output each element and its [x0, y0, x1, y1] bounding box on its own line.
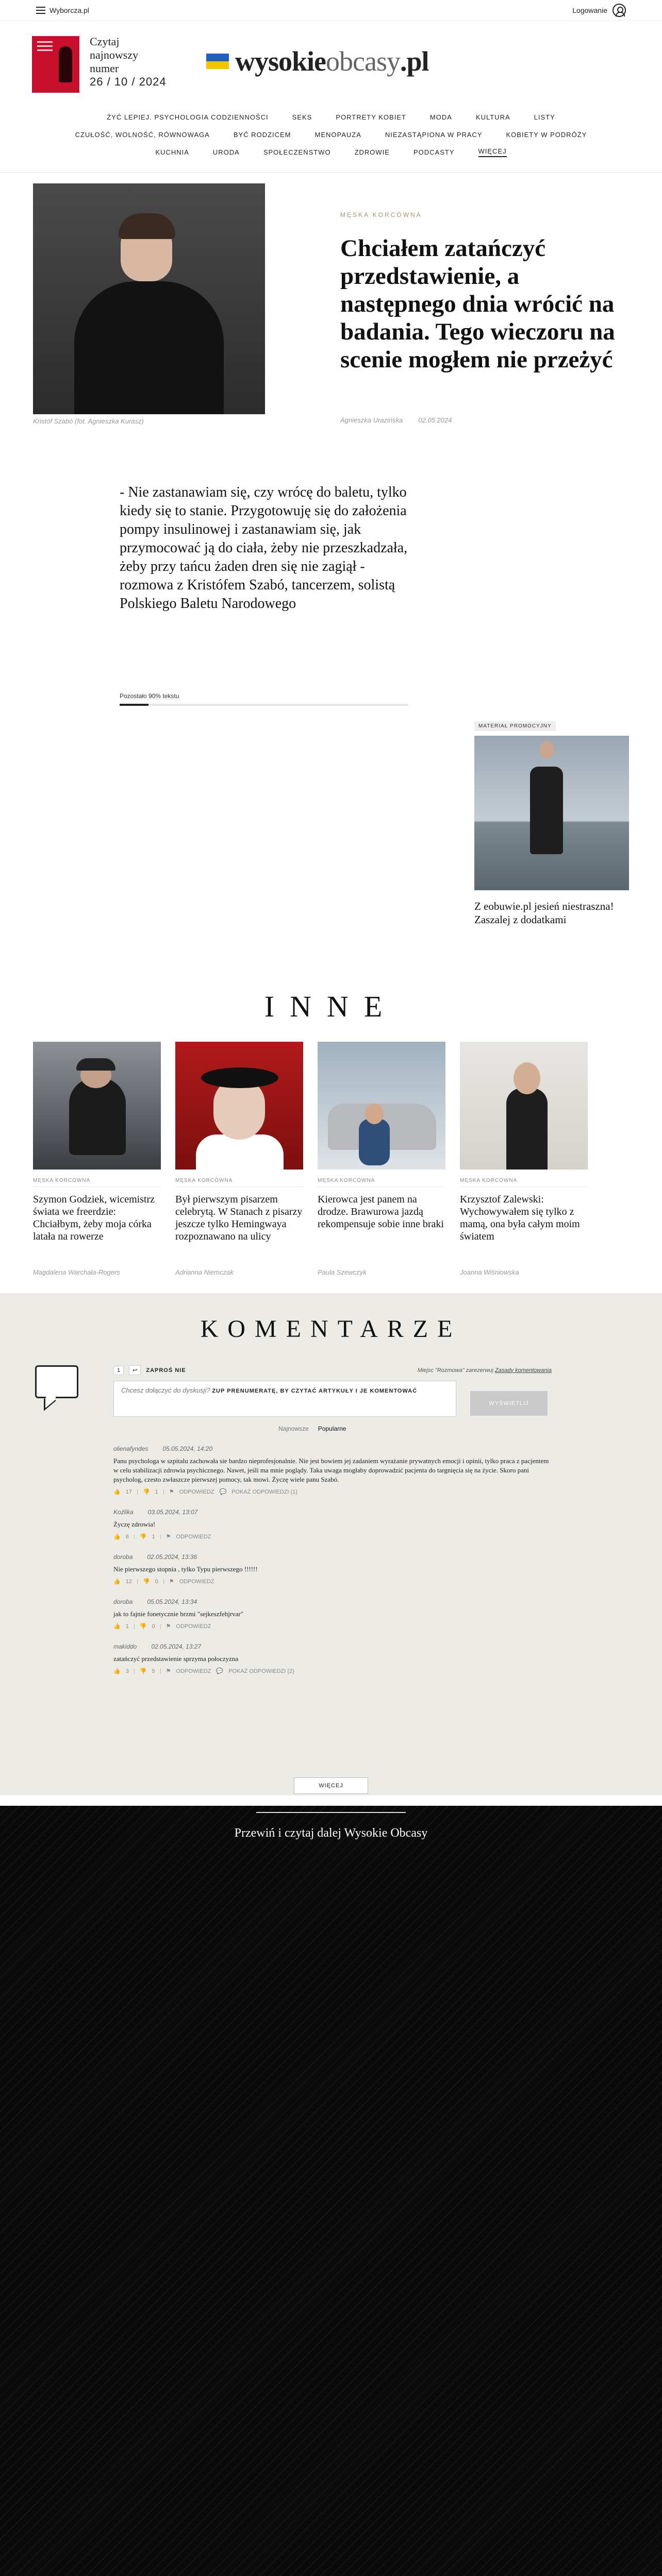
comments-toolbar — [113, 1365, 552, 1375]
comment-user[interactable]: doroba — [113, 1553, 133, 1561]
comment-user[interactable]: Koźlika — [113, 1509, 134, 1516]
related-articles — [33, 1042, 629, 1276]
continue-reading-title: Przewiń i czytaj dalej Wysokie Obcasy — [234, 1826, 428, 1840]
related-card[interactable] — [318, 1042, 445, 1276]
nav-item[interactable]: URODA — [212, 148, 240, 156]
comment-actions — [113, 1533, 552, 1540]
downvote-count: 0 — [155, 1578, 158, 1585]
main-nav — [0, 108, 662, 165]
hamburger-icon[interactable] — [36, 7, 45, 14]
downvote-count: 0 — [152, 1623, 155, 1630]
thumbs-down-icon[interactable]: 👎 — [139, 1534, 147, 1540]
card-author: Magdalena Warchała-Rogers — [33, 1268, 120, 1276]
nav-item[interactable]: BYĆ RODZICEM — [233, 130, 291, 139]
comment-input-hint: Chcesz dołączyć do dyskusji? — [121, 1386, 210, 1394]
site-link[interactable]: Wyborcza.pl — [49, 6, 89, 14]
card-title[interactable]: Szymon Godziek, wicemistrz świata we freerdzie: Chciałbym, żeby moja córka latała na rowerze — [33, 1194, 155, 1242]
comment-sort — [278, 1425, 346, 1432]
logo-light: obcasy — [326, 46, 400, 77]
comment-body: Nie pierwszego stopnia , tylko Typu pierwszego !!!!!! — [113, 1565, 258, 1573]
comment-body: zatańczyć przedstawienie sprzyma połoczyzna — [113, 1655, 239, 1663]
comment-meta — [113, 1509, 552, 1516]
flag-icon[interactable]: ⚑ — [166, 1623, 171, 1630]
flag-icon[interactable]: ⚑ — [169, 1489, 174, 1495]
promo-label: MATERIAŁ PROMOCYJNY — [474, 721, 556, 731]
comment-list — [113, 1445, 552, 1688]
nav-item[interactable]: KUCHNIA — [155, 148, 189, 156]
show-replies-button[interactable]: POKAŻ ODPOWIEDZI (1) — [231, 1488, 297, 1495]
card-section: MĘSKA KORCÓWNA — [33, 1178, 161, 1187]
comment-date: 03.05.2024, 13:07 — [147, 1509, 198, 1516]
logo-tld: .pl — [400, 46, 429, 77]
rules-prefix: Miejsc "Rozmowa" zarezerwuj — [417, 1367, 493, 1374]
show-replies-button[interactable]: POKAŻ ODPOWIEDZI (2) — [228, 1668, 294, 1674]
thumbs-up-icon[interactable]: 👍 — [113, 1579, 121, 1585]
comment-actions — [113, 1488, 552, 1495]
comment-body: Panu psychologa w szpitalu zachowała sie bardzo nieprofesjonalnie. Nie jest bowiem jej zadaniem wyrażanie prywatnych emocji i opinii, tylko praca z pacjentem w celu stabilizacji zdrowia psychicznego. Nawet, jeśli ma mnie poglądy. Taka uwaga mogłaby doprowadzić pacjenta do targnięcia się na życie. Skoro pani psycholog, czesto zwłaszcze pierwszej pomocy, tak mowi. Życzę wiele panu Szabó. — [113, 1457, 549, 1483]
comment-meta — [113, 1445, 552, 1452]
thumbs-down-icon[interactable]: 👎 — [139, 1668, 147, 1674]
cta-line: Czytaj — [90, 35, 120, 48]
downvote-count: 5 — [152, 1668, 155, 1674]
masthead — [0, 21, 662, 108]
reading-progress-fill — [120, 704, 148, 706]
nav-item[interactable]: MENOPAUZA — [315, 130, 361, 139]
flag-icon[interactable]: ⚑ — [166, 1534, 171, 1540]
comment-actions — [113, 1578, 552, 1585]
invite-button[interactable]: ZAPROŚ NIE — [146, 1367, 186, 1374]
comment-date: 05.05.2024, 14:20 — [162, 1445, 213, 1452]
downvote-count: 1 — [155, 1488, 158, 1495]
thumbs-down-icon[interactable]: 👎 — [142, 1489, 150, 1495]
nav-item[interactable]: LISTY — [534, 113, 555, 121]
card-image[interactable] — [175, 1042, 303, 1170]
cta-line: numer — [90, 62, 119, 75]
card-title[interactable]: Kierowca jest panem na drodze. Brawurowa jazdą rekompensuje sobie inne braki — [318, 1194, 444, 1230]
subscribe-link[interactable]: ZUP PRENUMERATĘ, BY CZYTAĆ ARTYKUŁY I JE KOMENTOWAĆ — [212, 1388, 418, 1394]
nav-item[interactable]: KOBIETY W PODRÓŻY — [506, 130, 587, 139]
comment-icon: 💬 — [216, 1668, 224, 1674]
thumbs-up-icon[interactable]: 👍 — [113, 1668, 121, 1674]
hero-caption: Kristóf Szabó (fot. Agnieszka Kurasz) — [33, 417, 144, 425]
comment-user[interactable]: makiddo — [113, 1643, 137, 1650]
hero-section-label[interactable]: MĘSKA KORCÓWNA — [340, 211, 422, 218]
nav-item[interactable]: MODA — [429, 113, 452, 121]
reply-button[interactable]: ODPOWIEDZ — [176, 1533, 211, 1540]
card-title[interactable]: Był pierwszym pisarzem celebrytą. W Stanach z pisarzy jeszcze tylko Hemingwaya rozpoznawano na ulicy — [175, 1194, 303, 1242]
comment-meta — [113, 1598, 552, 1605]
upvote-count: 3 — [125, 1668, 129, 1674]
flag-icon[interactable]: ⚑ — [169, 1579, 174, 1585]
nav-row-2 — [0, 126, 662, 143]
site-menu[interactable] — [36, 6, 89, 14]
upvote-count: 17 — [125, 1488, 132, 1495]
upvote-count: 1 — [125, 1623, 129, 1630]
comment-date: 05.05.2024, 13:34 — [147, 1598, 197, 1605]
comment-user[interactable]: olienafyndes — [113, 1445, 148, 1452]
article-meta — [340, 416, 452, 424]
card-section: MĘSKA KORCÓWNA — [460, 1178, 588, 1187]
card-section: MĘSKA KORCÓWNA — [175, 1178, 303, 1187]
magazine-cover[interactable] — [32, 36, 79, 93]
thumbs-up-icon[interactable]: 👍 — [113, 1489, 121, 1495]
comment-date: 02.05.2024, 13:27 — [151, 1643, 202, 1650]
card-section: MĘSKA KORCÓWNA — [318, 1178, 445, 1187]
thumbs-down-icon[interactable]: 👎 — [139, 1623, 147, 1630]
nav-item[interactable]: SEKS — [292, 113, 312, 121]
comments-section — [0, 1293, 662, 1795]
related-card[interactable] — [460, 1042, 588, 1276]
comment-user[interactable]: doroba — [113, 1598, 133, 1605]
upvote-count: 12 — [125, 1578, 132, 1585]
promo-image[interactable] — [474, 736, 629, 890]
comment-body: jak to fajnie fonetycznie brzmi "sejkeszfehjrvar" — [113, 1610, 244, 1618]
comments-title: KOMENTARZE — [200, 1315, 462, 1343]
comment-actions — [113, 1668, 552, 1674]
comment — [113, 1509, 552, 1540]
thumbs-up-icon[interactable]: 👍 — [113, 1623, 121, 1630]
reply-button[interactable]: ODPOWIEDZ — [176, 1623, 211, 1630]
card-author: Adrianna Niemczak — [175, 1268, 234, 1276]
nav-more[interactable]: WIĘCEJ — [478, 147, 507, 157]
article-lead: - Nie zastanawiam się, czy wrócę do baletu, tylko kiedy się to stanie. Przygotowuję się do założenia pompy insulinowej i zastanawiam się, jak przymocować ją do ciała, żeby nie przeszkadzała, żeby przy tańcu żaden dren się nie zagiął - rozmowa z Kristófem Szabó, tancerzem, solistą Polskiego Baletu Narodowego — [120, 484, 408, 612]
read-latest-issue[interactable] — [90, 35, 138, 75]
share-icon[interactable]: ↩ — [129, 1365, 141, 1375]
issue-date: 26 / 10 / 2024 — [90, 75, 167, 88]
site-logo[interactable] — [206, 45, 429, 77]
divider — [256, 1812, 406, 1813]
nav-item[interactable]: ŻYĆ LEPIEJ. PSYCHOLOGIA CODZIENNOŚCI — [107, 113, 269, 121]
article-date: 02.05.2024 — [418, 416, 452, 424]
comment-count-tag[interactable]: 1 — [113, 1366, 124, 1375]
sort-popular[interactable]: Popularne — [318, 1425, 346, 1432]
logo-bold: wysokie — [235, 46, 326, 77]
hero-image — [33, 183, 265, 414]
cta-line: najnowszy — [90, 48, 139, 61]
rules-link[interactable]: Zasady komentowania — [494, 1367, 552, 1374]
reply-button[interactable]: ODPOWIEDZ — [179, 1488, 214, 1495]
comment — [113, 1643, 552, 1674]
nav-row-1 — [0, 108, 662, 126]
nav-item[interactable]: KULTURA — [475, 113, 510, 121]
article-author[interactable]: Agnieszka Urazińska — [340, 416, 403, 424]
continue-reading-section — [0, 1806, 662, 2576]
sort-newest[interactable]: Najnowsze — [278, 1425, 309, 1432]
top-bar — [0, 0, 662, 21]
nav-item[interactable]: CZUŁOŚĆ, WOLNOŚĆ, RÓWNOWAGA — [75, 130, 210, 139]
user-icon[interactable] — [613, 4, 626, 17]
card-image[interactable] — [33, 1042, 161, 1170]
card-title[interactable]: Krzysztof Zalewski: Wychowywałem się tylko z mamą, ona była całym moim światem — [460, 1194, 580, 1242]
card-author: Joanna Wiśniowska — [460, 1268, 519, 1276]
reading-progress-label: Pozostało 90% tekstu — [120, 692, 179, 700]
nav-item[interactable]: PORTRETY KOBIET — [336, 113, 406, 121]
login-link[interactable]: Logowanie — [572, 6, 607, 14]
nav-row-3 — [0, 143, 662, 161]
nav-item[interactable]: SPOŁECZEŃSTWO — [263, 148, 331, 156]
comment-actions — [113, 1623, 552, 1630]
related-card[interactable] — [33, 1042, 161, 1276]
thumbs-down-icon[interactable]: 👎 — [142, 1579, 150, 1585]
comment-meta — [113, 1553, 552, 1561]
comment — [113, 1445, 552, 1495]
reply-button[interactable]: ODPOWIEDZ — [176, 1668, 211, 1674]
divider — [0, 172, 662, 173]
card-image[interactable] — [460, 1042, 588, 1170]
comment-icon: 💬 — [219, 1489, 227, 1495]
related-section-title: INNE — [264, 990, 398, 1023]
nav-item[interactable]: ZDROWIE — [354, 148, 390, 156]
card-author: Paula Szewczyk — [318, 1268, 367, 1276]
comment-input[interactable] — [113, 1381, 456, 1417]
comment-body: Życzę zdrowia! — [113, 1520, 156, 1528]
comment — [113, 1598, 552, 1630]
flag-icon[interactable]: ⚑ — [166, 1668, 171, 1674]
nav-item[interactable]: PODCASTY — [413, 148, 455, 156]
downvote-count: 1 — [152, 1533, 155, 1540]
upvote-count: 6 — [125, 1533, 129, 1540]
comment — [113, 1553, 552, 1585]
article-title: Chciałem zatańczyć przedstawienie, a następnego dnia wrócić na badania. Tego wieczoru na scenie mogłem nie przeżyć — [340, 235, 615, 373]
nav-item[interactable]: NIEZASTĄPIONA W PRACY — [385, 130, 483, 139]
ukraine-flag-icon — [206, 54, 229, 69]
speech-bubble-icon — [35, 1365, 78, 1398]
thumbs-up-icon[interactable]: 👍 — [113, 1534, 121, 1540]
more-comments-button[interactable]: WIĘCEJ — [294, 1777, 368, 1794]
related-card[interactable] — [175, 1042, 303, 1276]
card-image[interactable] — [318, 1042, 445, 1170]
submit-comment-button[interactable]: WYŚWIETLIJ — [470, 1391, 548, 1416]
promo-title[interactable]: Z eobuwie.pl jesień niestraszna! Zaszalej z dodatkami — [474, 900, 614, 926]
comment-date: 02.05.2024, 13:36 — [147, 1553, 197, 1561]
reading-progress-bar — [120, 704, 408, 706]
reply-button[interactable]: ODPOWIEDZ — [179, 1578, 214, 1585]
comment-meta — [113, 1643, 552, 1650]
